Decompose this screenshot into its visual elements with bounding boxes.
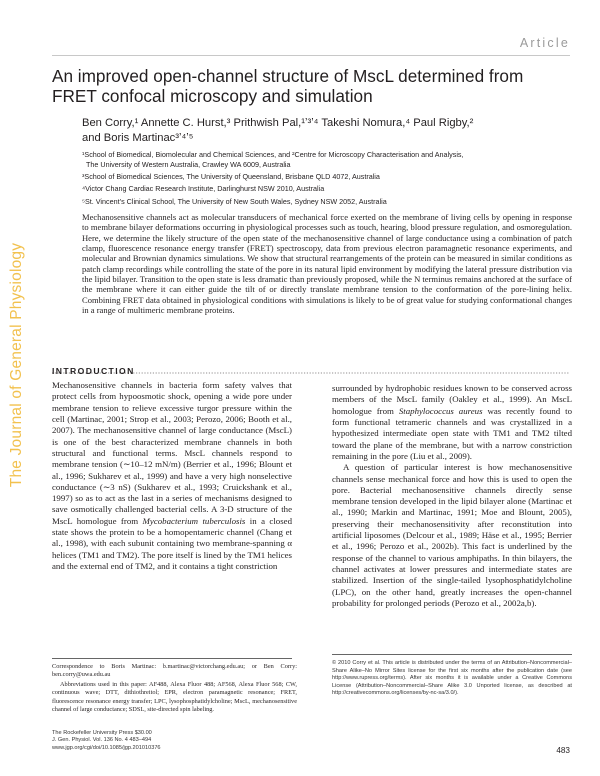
species-name: Mycobacterium tuberculosis [142,515,246,526]
header-rule [52,55,570,56]
abstract: Mechanosensitive channels act as molecular transducers of mechanical force exerted on the membrane of living cells by opening in response to membrane bilayer deformations occurring in physiological processes such as touch, hearing, blood pressure regulation, and osmoregulation. Here, we determine the likely structure of the open state of the mechanosensitive channel of large conductance using a combination of patch clamp, fluorescence resonance energy transfer (FRET) spectroscopy, data from previous electron paramagnetic resonance experiments, and molecular and Brownian dynamics simulations. We show that structural rearrangements of the protein can be measured in similar conditions as patch clamp recordings while controlling the state of the pore in its natural lipid environment by modifying the lateral pressure distribution via the lipid bilayer. Transition to the open state is less dramatic than previously proposed, while the N terminus remains anchored at the surface of the membrane where it can either guide the tilt of or directly translate membrane tension to the conformation of the pore-lining helix. Combining FRET data obtained in physiological conditions with simulations is likely to be of great value for studying conformational changes in a range of multimeric membrane proteins. [82,212,572,316]
intro-paragraph [52,380,292,572]
section-heading-rule [52,372,570,374]
affiliation-line: ⁴Victor Chang Cardiac Research Institute, Darlinghurst NSW 2010, Australia [82,184,325,194]
body-column-left [52,380,292,572]
affiliation-line: ⁵St. Vincent’s Clinical School, The University of New South Wales, Sydney NSW 2052, Australia [82,196,387,206]
article-type-label: Article [519,36,570,50]
license-rule [332,654,572,655]
publication-info [52,730,292,752]
intro-paragraph [332,383,572,462]
affiliation-line: ³School of Biomedical Sciences, The University of Queensland, Brisbane QLD 4072, Australia [82,172,380,182]
author-list [82,116,552,146]
affiliations [82,150,562,209]
article-title: An improved open-channel structure of MscL determined from FRET confocal microscopy and simulation [52,66,524,106]
section-heading-introduction: INTRODUCTION [52,366,135,376]
intro-text: was recently found to form functional tetrameric channels and was crystallized in a hypothesized intermediate open state with TM1 and TM2 tilted toward the plane of the membrane, but with a narrow constriction remaining in the pore (Liu et al., 2009). [332,405,572,461]
intro-text: Mechanosensitive channels in bacteria form safety valves that protect cells from hypoosmotic shock, opening a wide pore under membrane tension to relieve excessive turgor pressure within the cell (Martinac, 2001; Strop et al., 2003; Perozo, 2006; Booth et al., 2007). The mechanosensitive channel of large conductance (MscL) is one of the best characterized membrane channels in both structural and functional terms. MscL channels respond to membrane tension (∼10–12 mN/m) (Berrier et al., 1996; Blount et al., 1996; Sukharev et al., 1999) and have a very high nonselective conductance (∼3 nS) (Sukharev et al., 1993; Cruickshank et al., 1997) so as to act as the last in a series of mechanisms designed to save osmotically challenged bacterial cells. A 3-D structure of the MscL homologue from [52,380,292,526]
publisher-line: The Rockefeller University Press $30.00 [52,730,152,736]
intro-paragraph: A question of particular interest is how mechanosensitive channels sense mechanical force and how this is used to open the pore. Bacterial mechanosensitive channels directly sense membrane tension developed in the lipid bilayer alone (Martinac et al., 1990; Markin and Martinac, 1991; Moe and Blount, 2005), preserving their mechanosensitivity after reconstitution into artificial liposomes (Delcour et al., 1989; Häse et al., 1995; Berrier et al., 1996; Perozo et al., 2002b). This fact is underlined by the response of the channel to various amphipaths. In thin bilayers, the channel activates at lower pressures and intermediate states are stabilized. Insertion of the single-tailed lysophosphatidylcholine (LPC), on the other hand, greatly increases the open-channel probability for prolonged periods (Perozo et al., 2002a,b). [332,462,572,608]
license-notice: © 2010 Corry et al. This article is distributed under the terms of an Attribution–Noncommercial–Share Alike–No Mirror Sites license for the first six months after the publication date (see http://www.rupress.org/terms). After six months it is available under a Creative Commons License (Attribution–Noncommercial–Share Alike 3.0 Unported license, as described at http://creativecommons.org/licenses/by-nc-sa/3.0/). [332,660,572,697]
correspondence-note: Correspondence to Boris Martinac: b.martinac@victorchang.edu.au; or Ben Corry: ben.corry@uwa.edu.au [52,663,297,679]
journal-spine-title [4,200,30,530]
intro-text: surrounded by hydrophobic residues known to be conserved across members of the MscL family (Oakley et al., 1999). An MscL homologue from [332,383,572,416]
journal-name: The Journal of General Physiology [8,242,25,488]
footnotes [52,663,297,716]
citation-line: J. Gen. Physiol. Vol. 136 No. 4 483–494 [52,737,152,744]
page-number: 483 [556,746,570,755]
body-column-right [332,383,572,609]
intro-text: in a closed state shows the protein to be a homopentameric channel (Chang et al., 1998), with each subunit containing two membrane-spanning α helices (TM1 and TM2). The pore itself is lined by the TM1 helices and the external end of TM2, and it contains a tight constriction [52,515,292,571]
species-name: Staphylococcus aureus [398,405,483,416]
affiliation-line: The University of Western Australia, Crawley WA 6009, Australia [86,160,291,169]
footnote-rule [52,658,292,659]
author-line-1: Ben Corry,¹ Annette C. Hurst,³ Prithwish Pal,¹ʼ³ʼ⁴ Takeshi Nomura,⁴ Paul Rigby,² [82,117,474,129]
doi-line: www.jgp.org/cgi/doi/10.1085/jgp.201010376 [52,744,161,751]
abbreviations-note: Abbreviations used in this paper: AF488, Alexa Fluor 488; AF568, Alexa Fluor 568; CW, continuous wave; DTT, dithiothreitol; EPR, electron paramagnetic resonance; FRET, fluorescence resonance energy transfer; LPC, lysophosphatidylcholine; MscL, mechanosensitive channel of large conductance; SDSL, site-directed spin labeling. [52,681,297,713]
author-line-2: and Boris Martinac³ʼ⁴ʼ⁵ [82,132,194,144]
affiliation-line: ¹School of Biomedical, Biomolecular and Chemical Sciences, and ²Centre for Microscopy Characterisation and Analysis, [82,150,464,159]
